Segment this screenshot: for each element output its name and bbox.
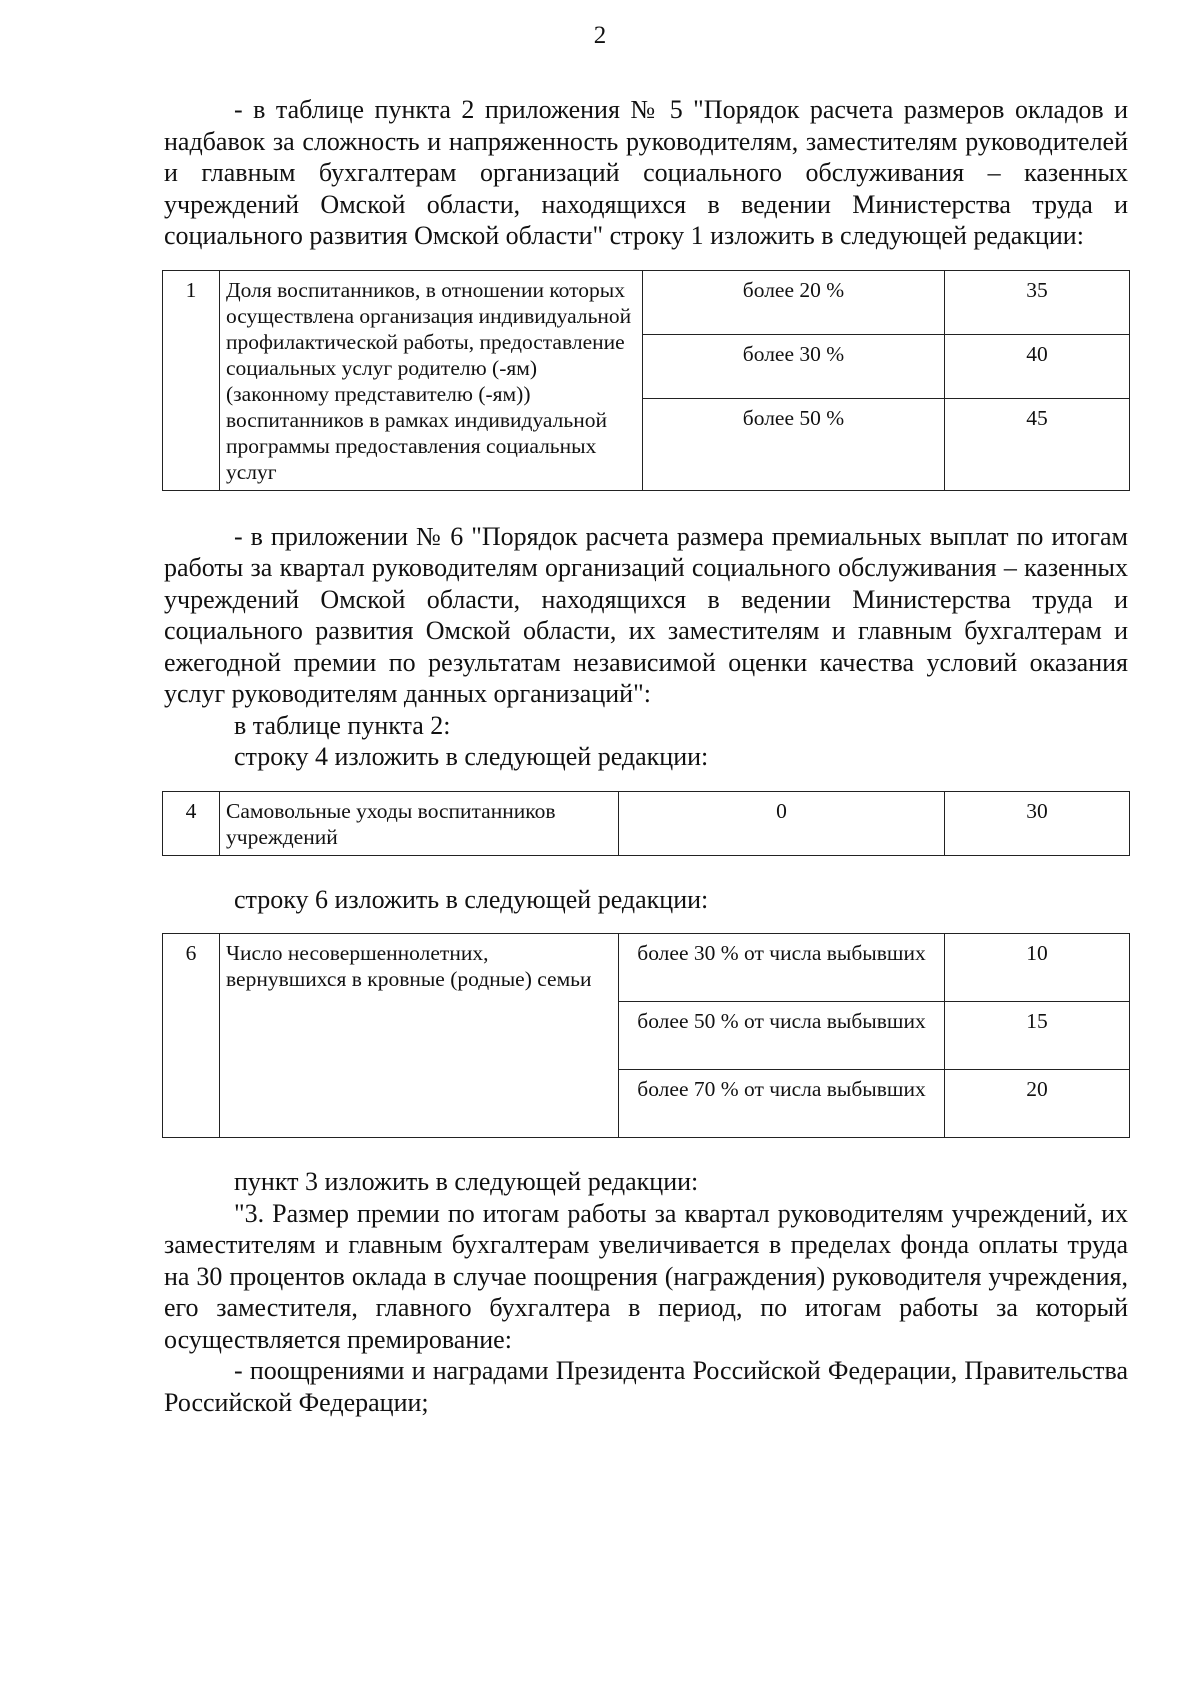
value-cell: 15 [945, 1002, 1130, 1070]
paragraph-row-4-intro: строку 4 изложить в следующей редакции: [234, 742, 709, 771]
condition-cell: 0 [619, 791, 945, 855]
condition-cell: более 50 % от числа выбывших [619, 1002, 945, 1070]
paragraph-awards: - поощрениями и наградами Президента Российской Федерации, Правительства Российской Федерации; [164, 1356, 1128, 1417]
document-body [164, 94, 1128, 1418]
criterion-text: Доля воспитанников, в отношении которых осуществлена организация индивидуальной профилактической работы, предоставление социальных услуг родителю (-ям) (законному представителю (-ям)) воспитанников в рамках индивидуальной программы предоставления социальных услуг [220, 270, 643, 490]
criterion-text: Самовольные уходы воспитанников учреждений [220, 791, 619, 855]
condition-cell: более 30 % от числа выбывших [619, 934, 945, 1002]
paragraph-point-3-text: "3. Размер премии по итогам работы за квартал руководителям учреждений, их заместителям и главным бухгалтерам увеличивается в пределах фонда оплаты труда на 30 процентов оклада в случае поощрения (награждения) руководителя учреждения, его заместителя, главного бухгалтера в период, по итогам работы за который осуществляется премирование: [164, 1198, 1128, 1354]
paragraph-row-6-intro: строку 6 изложить в следующей редакции: [234, 884, 709, 914]
condition-cell: более 50 % [643, 398, 945, 490]
row-number: 6 [163, 934, 220, 1138]
condition-cell: более 70 % от числа выбывших [619, 1070, 945, 1138]
criterion-text: Число несовершеннолетних, вернувшихся в кровные (родные) семьи [220, 934, 619, 1138]
value-cell: 40 [945, 334, 1130, 398]
value-cell: 45 [945, 398, 1130, 490]
condition-cell: более 20 % [643, 270, 945, 334]
value-cell: 30 [945, 791, 1130, 855]
paragraph-appendix-5: - в таблице пункта 2 приложения № 5 "Порядок расчета размеров окладов и надбавок за сложность и напряженность руководителям, заместителям руководителей и главным бухгалтерам организаций социального обслуживания – казенных учреждений Омской области, находящихся в ведении Министерства труда и социального развития Омской области" строку 1 изложить в следующей редакции: [164, 95, 1128, 250]
condition-cell: более 30 % [643, 334, 945, 398]
table-row-6 [162, 933, 1130, 1138]
value-cell: 20 [945, 1070, 1130, 1138]
value-cell: 10 [945, 934, 1130, 1002]
table-row-4 [162, 791, 1130, 856]
paragraph-appendix-6: - в приложении № 6 "Порядок расчета размера премиальных выплат по итогам работы за квартал руководителям организаций социального обслуживания – казенных учреждений Омской области, находящихся в ведении Министерства труда и социального развития Омской области, их заместителям и главным бухгалтерам и ежегодной премии по результатам независимой оценки качества условий оказания услуг руководителям данных организаций": [164, 521, 1128, 708]
row-number: 1 [163, 270, 220, 490]
paragraph-table-point-2: в таблице пункта 2: [234, 710, 451, 740]
value-cell: 35 [945, 270, 1130, 334]
row-number: 4 [163, 791, 220, 855]
table-row-1 [162, 270, 1130, 491]
paragraph-point-3-intro: пункт 3 изложить в следующей редакции: [234, 1167, 699, 1196]
page-number: 2 [593, 22, 607, 49]
